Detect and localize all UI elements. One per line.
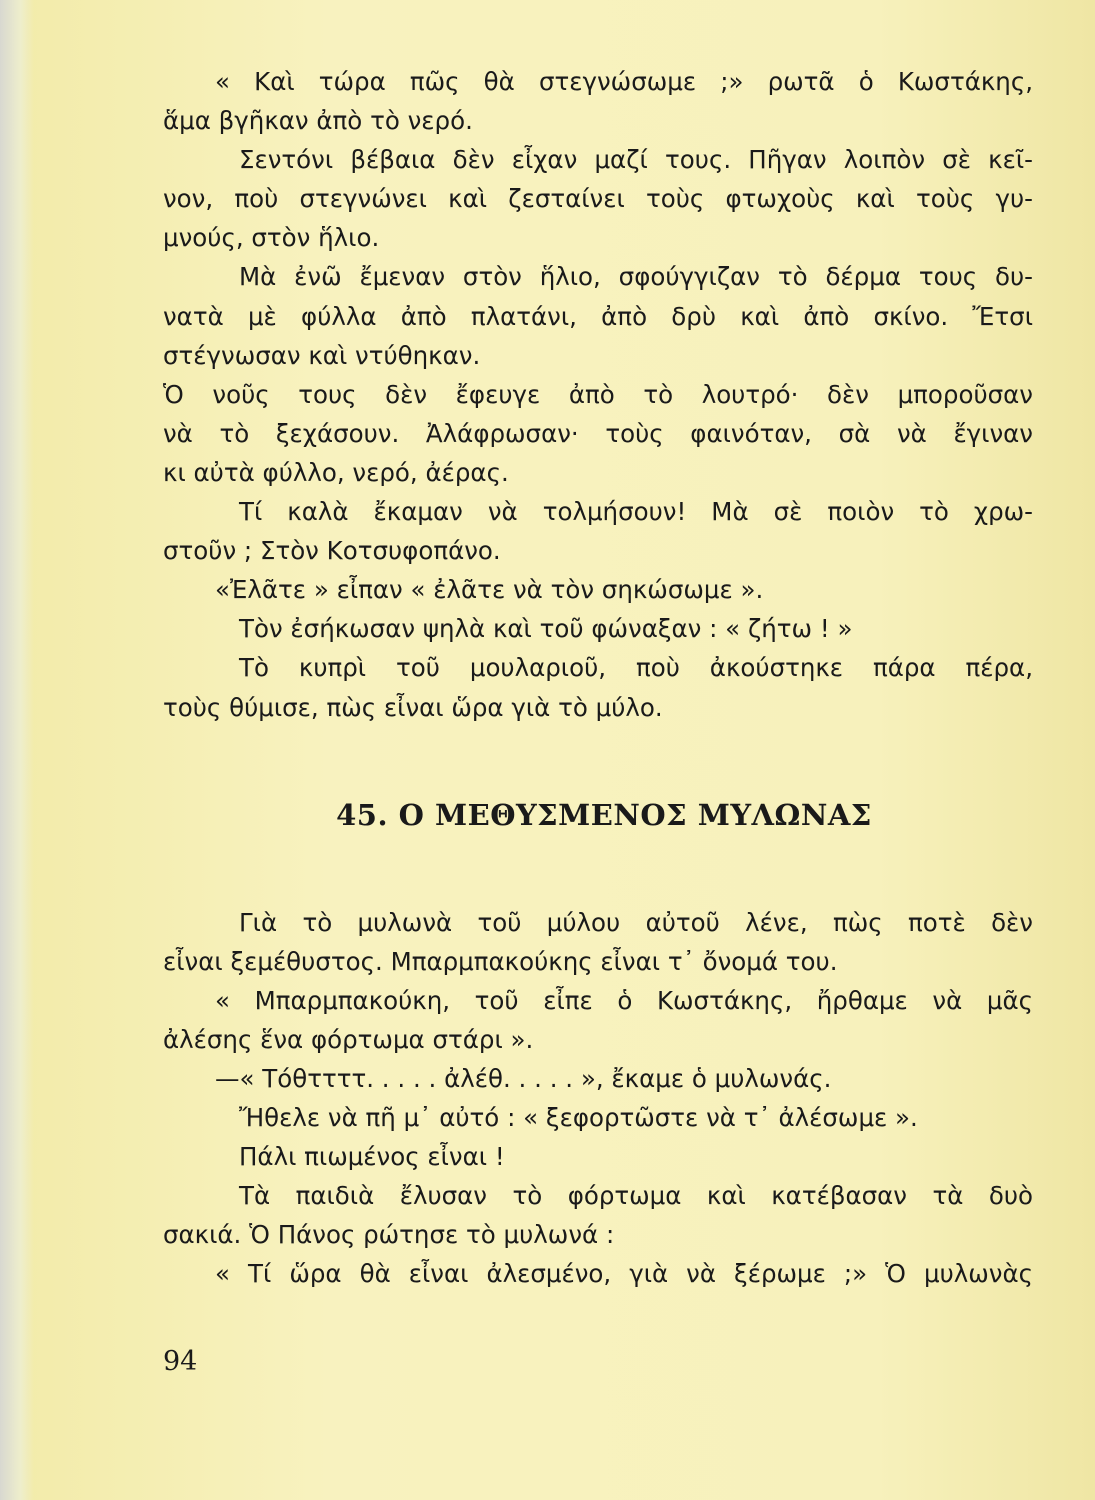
text-line: ἀλέσης ἕνα φόρτωμα στάρι ». [163, 1024, 534, 1054]
text-line: —« Τόθττττ. . . . . ἀλέθ. . . . . », ἔκαμε ὁ μυλωνάς. [215, 1063, 832, 1093]
text-line: Ὁ νοῦς τους δὲν ἔφευγε ἀπὸ τὸ λουτρό· δὲν μποροῦσαν [163, 379, 1033, 409]
page-number: 94 [163, 1346, 198, 1377]
text-line: τοὺς θύμισε, πὼς εἶναι ὥρα γιὰ τὸ μύλο. [163, 692, 663, 722]
text-line: νον, ποὺ στεγνώνει καὶ ζεσταίνει τοὺς φτωχοὺς καὶ τοὺς γυ- [163, 184, 1033, 214]
spacer [163, 727, 1033, 795]
text-line: ἅμα βγῆκαν ἀπὸ τὸ νερό. [163, 106, 473, 136]
text-line: στέγνωσαν καὶ ντύθηκαν. [163, 340, 481, 370]
chapter-heading: 45. Ο ΜΕΘΥΣΜΕΝΟΣ ΜΥΛΩΝΑΣ [336, 797, 872, 832]
text-line: Γιὰ τὸ μυλωνὰ τοῦ μύλου αὐτοῦ λένε, πὼς ποτὲ δὲν [239, 907, 1033, 937]
spacer [163, 835, 1033, 903]
text-line: νατὰ μὲ φύλλα ἀπὸ πλατάνι, ἀπὸ δρὺ καὶ ἀπὸ σκίνο. Ἔτσι [163, 301, 1033, 331]
text-line: κι αὐτὰ φύλλο, νερό, ἀέρας. [163, 457, 509, 487]
text-line: « Καὶ τώρα πῶς θὰ στεγνώσωμε ;» ρωτᾶ ὁ Κωστάκης, [215, 67, 1033, 96]
text-line: « Τί ὥρα θὰ εἶναι ἀλεσμένο, γιὰ νὰ ξέρωμε ;» Ὁ μυλωνὰς [215, 1259, 1033, 1289]
page-edge [0, 0, 34, 1500]
text-line: Ἤθελε νὰ πῆ μ᾽ αὐτό : « ξεφορτῶστε νὰ τ᾽ ἀλέσωμε ». [239, 1103, 918, 1133]
text-line: «Ἐλᾶτε » εἶπαν « ἐλᾶτε νὰ τὸν σηκώσωμε ». [215, 575, 764, 605]
text-line: στοῦν ; Στὸν Κοτσυφοπάνο. [163, 536, 501, 566]
text-line: Τὸν ἐσήκωσαν ψηλὰ καὶ τοῦ φώναξαν : « ζήτω ! » [239, 614, 853, 644]
text-line: νὰ τὸ ξεχάσουν. Ἀλάφρωσαν· τοὺς φαινόταν, σὰ νὰ ἔγιναν [163, 418, 1033, 448]
body-text [163, 62, 1033, 1294]
text-line: Τὰ παιδιὰ ἔλυσαν τὸ φόρτωμα καὶ κατέβασαν τὰ δυὸ [239, 1181, 1033, 1211]
text-line: Πάλι πιωμένος εἶναι ! [239, 1142, 505, 1172]
text-line: μνούς, στὸν ἥλιο. [163, 223, 380, 253]
text-line: « Μπαρμπακούκη, τοῦ εἶπε ὁ Κωστάκης, ἤρθαμε νὰ μᾶς [215, 985, 1033, 1015]
text-line: Σεντόνι βέβαια δὲν εἶχαν μαζί τους. Πῆγαν λοιπὸν σὲ κεῖ- [239, 145, 1033, 175]
text-line: εἶναι ξεμέθυστος. Μπαρμπακούκης εἶναι τ᾽ ὄνομά του. [163, 946, 838, 976]
text-line: Τὸ κυπρὶ τοῦ μουλαριοῦ, ποὺ ἀκούστηκε πάρα πέρα, [239, 653, 1033, 683]
text-line: σακιά. Ὁ Πάνος ρώτησε τὸ μυλωνά : [163, 1220, 615, 1250]
text-line: Μὰ ἐνῶ ἔμεναν στὸν ἥλιο, σφούγγιζαν τὸ δέρμα τους δυ- [239, 262, 1033, 292]
text-line: Τί καλὰ ἔκαμαν νὰ τολμήσουν! Μὰ σὲ ποιὸν τὸ χρω- [239, 497, 1033, 527]
